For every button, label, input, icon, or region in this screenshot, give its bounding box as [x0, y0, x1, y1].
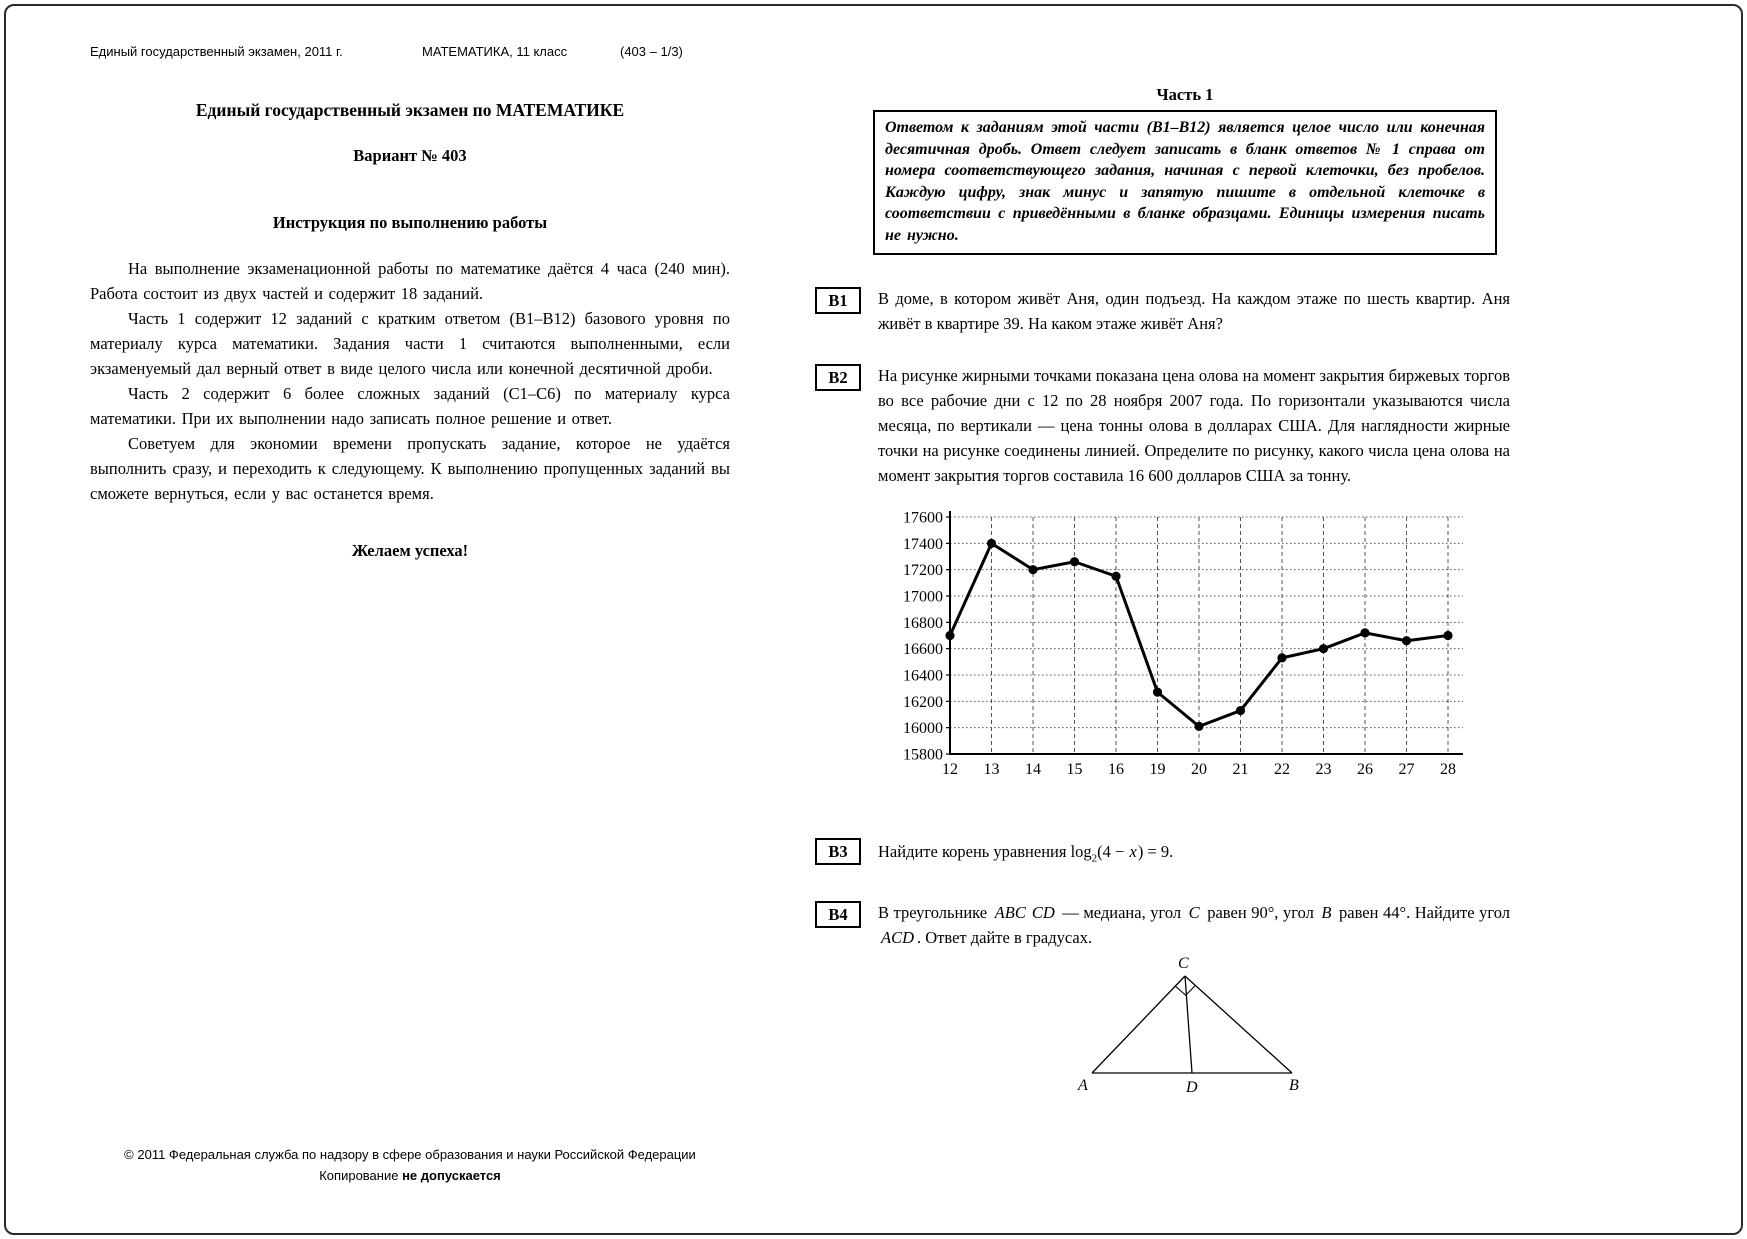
triangle-left-side: [1092, 976, 1185, 1073]
price-chart: [885, 503, 1485, 780]
good-luck-text: Желаем успеха!: [351, 541, 469, 560]
no-copy-line: Копирование не допускается: [319, 1168, 501, 1183]
page-title: Единый государственный экзамен по МАТЕМАТИКЕ: [195, 100, 625, 120]
svg-text:21: 21: [1232, 761, 1249, 775]
right-column: [815, 0, 1515, 1239]
header-subject: МАТЕМАТИКА, 11 класс: [422, 44, 568, 59]
log-base: 2: [1091, 852, 1098, 865]
svg-text:16000: 16000: [903, 720, 943, 738]
svg-text:22: 22: [1274, 761, 1290, 775]
instruction-heading: Инструкция по выполнению работы: [272, 213, 548, 232]
task-b4-text: В треугольнике ABC CD — медиана, угол C равен 90°, угол B равен 44°. Найдите угол ACD . Ответ дайте в градусах.: [878, 903, 1510, 947]
part1-notice-box: Ответом к заданиям этой части (В1–В12) является целое число или конечная десятичная дробь. Ответ следует записать в бланк ответов № 1 справа от номера соответствующего задания, начиная с первой клеточки, без пробелов. Каждую цифру, знак минус и запятую пишите в отдельной клеточке в соответствии с приведёнными в бланке образцами. Единицы измерения писать не нужно.: [873, 110, 1497, 255]
angle-acd: ACD: [881, 928, 914, 947]
svg-text:16: 16: [1108, 761, 1124, 775]
task-b2-label: В2: [815, 364, 861, 391]
svg-text:26: 26: [1357, 761, 1373, 775]
svg-text:20: 20: [1191, 761, 1207, 775]
instruction-paragraph-1: На выполнение экзаменационной работы по математике даётся 4 часа (240 мин). Работа состоит из двух частей и содержит 18 заданий.: [90, 259, 730, 303]
triangle-right-side: [1185, 976, 1292, 1073]
triangle-figure: [1077, 944, 1317, 1101]
vertex-a-label: A: [1078, 1077, 1088, 1094]
svg-text:28: 28: [1440, 761, 1456, 775]
vertex-b-label: B: [1289, 1077, 1299, 1094]
instruction-paragraphs: [90, 256, 730, 506]
left-column: [90, 0, 730, 1239]
no-copy-bold: не допускается: [402, 1168, 501, 1183]
svg-text:13: 13: [983, 761, 1000, 775]
svg-text:15800: 15800: [903, 746, 943, 764]
copyright-footer: [90, 1144, 730, 1186]
task-b1-label: В1: [815, 287, 861, 314]
header-variant-code: (403 – 1/3): [620, 44, 683, 59]
log-symbol: log: [1070, 842, 1092, 861]
svg-text:27: 27: [1398, 761, 1415, 775]
price-chart-svg: [885, 503, 1485, 775]
task-b3-label: В3: [815, 838, 861, 865]
part1-heading: Часть 1: [1156, 85, 1214, 104]
vertex-c-label: C: [1178, 955, 1189, 972]
svg-text:16800: 16800: [903, 614, 943, 632]
svg-text:17200: 17200: [903, 562, 943, 580]
svg-text:17400: 17400: [903, 535, 943, 553]
svg-text:16400: 16400: [903, 667, 943, 685]
svg-text:17600: 17600: [903, 509, 943, 527]
angle-b: B: [1321, 903, 1332, 922]
header-exam-name: Единый государственный экзамен, 2011 г.: [90, 44, 343, 59]
svg-text:16600: 16600: [903, 641, 943, 659]
angle-c: C: [1188, 903, 1200, 922]
svg-text:15: 15: [1066, 761, 1083, 775]
point-d-label: D: [1186, 1079, 1198, 1096]
triangle-svg: [1077, 944, 1317, 1096]
svg-text:14: 14: [1025, 761, 1041, 775]
copyright-line: © 2011 Федеральная служба по надзору в сфере образования и науки Российской Федерации: [124, 1147, 696, 1162]
task-b4-label: В4: [815, 901, 861, 928]
triangle-name: ABC: [994, 903, 1026, 922]
instruction-paragraph-2: Часть 1 содержит 12 заданий с кратким ответом (В1–В12) базового уровня по материалу курса математики. Задания части 1 считаются выполненными, если экзаменуемый дал верный ответ в виде целого числа или конечной десятичной дроби.: [90, 309, 730, 378]
instruction-paragraph-4: Советуем для экономии времени пропускать задание, которое не удаётся выполнить сразу, и переходить к следующему. К выполнению пропущенных заданий вы сможете вернуться, если у вас останется время.: [90, 434, 730, 503]
svg-text:23: 23: [1315, 761, 1332, 775]
variable-x: x: [1129, 842, 1137, 861]
median-name: CD: [1031, 903, 1055, 922]
svg-text:16200: 16200: [903, 693, 943, 711]
svg-text:17000: 17000: [903, 588, 943, 606]
instruction-paragraph-3: Часть 2 содержит 6 более сложных заданий (С1–С6) по материалу курса математики. При их выполнении надо записать полное решение и ответ.: [90, 384, 730, 428]
task-b3-text: Найдите корень уравнения $\log_2(4 - x) = 9$.: [878, 842, 1174, 865]
task-b1-text: В доме, в котором живёт Аня, один подъезд. На каждом этаже по шесть квартир. Аня живёт в квартире 39. На каком этаже живёт Аня?: [878, 289, 1510, 333]
svg-text:12: 12: [942, 761, 958, 775]
task-b2-text: На рисунке жирными точками показана цена олова на момент закрытия биржевых торгов во все рабочие дни с 12 по 28 ноября 2007 года. По горизонтали указываются числа месяца, по вертикали — цена тонны олова в долларах США. Для наглядности жирные точки на рисунке соединены линией. Определите по рисунку, какого числа цена олова на момент закрытия торгов составила 16 600 долларов США за тонну.: [878, 366, 1510, 485]
variant-number: Вариант № 403: [353, 146, 467, 165]
svg-text:19: 19: [1149, 761, 1166, 775]
